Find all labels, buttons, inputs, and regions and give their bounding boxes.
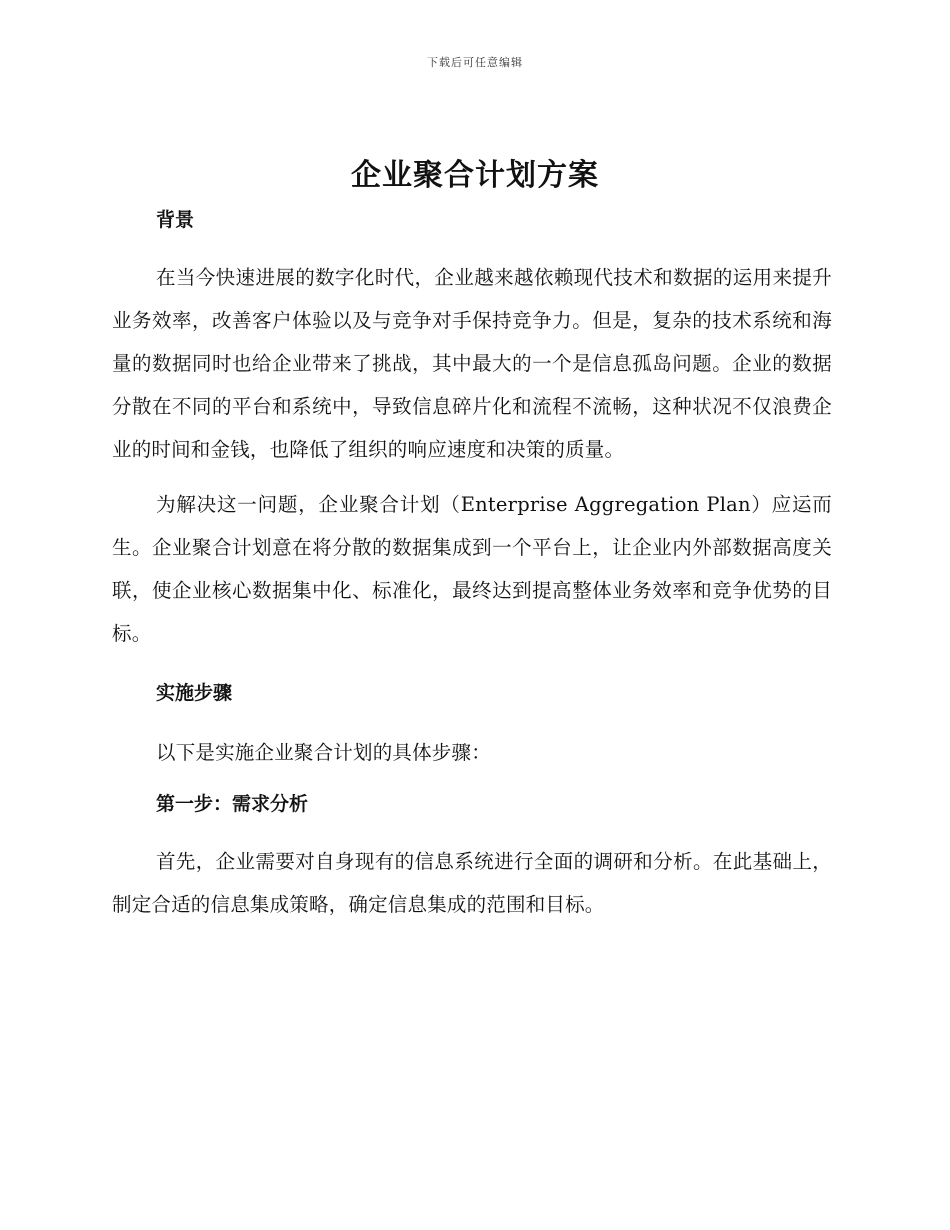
document-body bbox=[112, 204, 832, 926]
document-title: 企业聚合计划方案 bbox=[351, 158, 599, 193]
section-heading-background: 背景 bbox=[156, 209, 195, 231]
section-heading-implementation: 实施步骤 bbox=[156, 682, 233, 704]
background-paragraph-2: 为解决这一问题，企业聚合计划（Enterprise Aggregation Plan）应运而生。企业聚合计划意在将分散的数据集成到一个平台上，让企业内外部数据高度关联，使企业核心数据集中化、标准化，最终达到提高整体业务效率和竞争优势的目标。 bbox=[112, 493, 832, 645]
implementation-intro: 以下是实施企业聚合计划的具体步骤： bbox=[156, 741, 491, 764]
step1-paragraph: 首先，企业需要对自身现有的信息系统进行全面的调研和分析。在此基础上，制定合适的信息集成策略，确定信息集成的范围和目标。 bbox=[112, 850, 832, 916]
background-paragraph-1: 在当今快速进展的数字化时代，企业越来越依赖现代技术和数据的运用来提升业务效率，改善客户体验以及与竞争对手保持竞争力。但是，复杂的技术系统和海量的数据同时也给企业带来了挑战，其中最大的一个是信息孤岛问题。企业的数据分散在不同的平台和系统中，导致信息碎片化和流程不流畅，这种状况不仅浪费企业的时间和金钱，也降低了组织的响应速度和决策的质量。 bbox=[112, 266, 832, 461]
step1-heading: 第一步：需求分析 bbox=[156, 793, 309, 815]
header-note: 下载后可任意编辑 bbox=[427, 56, 523, 69]
